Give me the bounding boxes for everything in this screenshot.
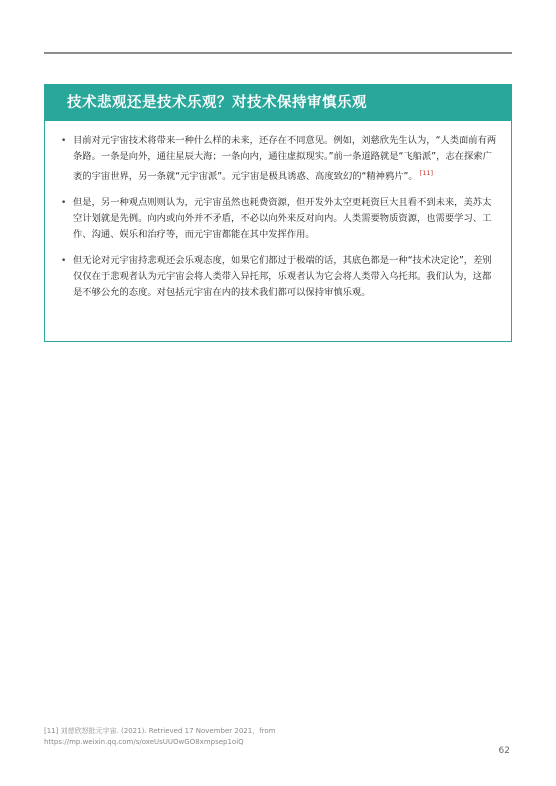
bullet-text: 目前对元宇宙技术将带来一种什么样的未来，还存在不同意见。例如，刘慈欣先生认为，“人类面前有两条路。一条是向外，通往星辰大海；一条向内，通往虚拟现实。”前一条道路就是“飞船派”，志在探索广袤的宇宙世界，另一条就“元宇宙派”。元宇宙是极具诱惑、高度致幻的“精神鸦片”。 <box>73 135 497 183</box>
footnote-url[interactable]: https://mp.weixin.qq.com/s/oxeUsUUOwGO8xmpsep1oiQ <box>44 738 244 746</box>
footnote <box>44 726 364 748</box>
footnote-citation: [11] 刘慈欣怒批元宇宙. (2021). Retrieved 17 November 2021，from <box>44 727 276 735</box>
citation-ref[interactable]: [11] <box>419 169 434 177</box>
bullet-item <box>61 133 497 185</box>
bullet-dot-icon: • <box>61 198 67 209</box>
page-number: 62 <box>498 746 510 756</box>
bullet-text: 但是，另一种观点则则认为，元宇宙虽然也耗费资源，但开发外太空更耗资巨大且看不到未来，美苏太空计划就是先例。向内或向外并不矛盾，不必以向外来反对向内。人类需要物质资源，也需要学习、工作、沟通、娱乐和治疗等，而元宇宙都能在其中发挥作用。 <box>73 197 492 241</box>
bullet-item <box>61 253 497 301</box>
bullet-dot-icon: • <box>61 256 67 267</box>
bullet-text: 但无论对元宇宙持悲观还会乐观态度，如果它们都过于极端的话，其底色都是一种“技术决定论”，差别仅仅在于悲观者认为元宇宙会将人类带入异托邦，乐观者认为它会将人类带入乌托邦。我们认为，这都是不够公允的态度。对包括元宇宙在内的技术我们都可以保持审慎乐观。 <box>73 255 492 299</box>
highlight-box <box>44 84 512 342</box>
bullet-item <box>61 195 497 243</box>
bullet-dot-icon: • <box>61 136 67 146</box>
top-divider <box>44 52 512 54</box>
bullet-list <box>45 121 511 301</box>
section-title: 技术悲观还是技术乐观？对技术保持审慎乐观 <box>45 85 511 121</box>
